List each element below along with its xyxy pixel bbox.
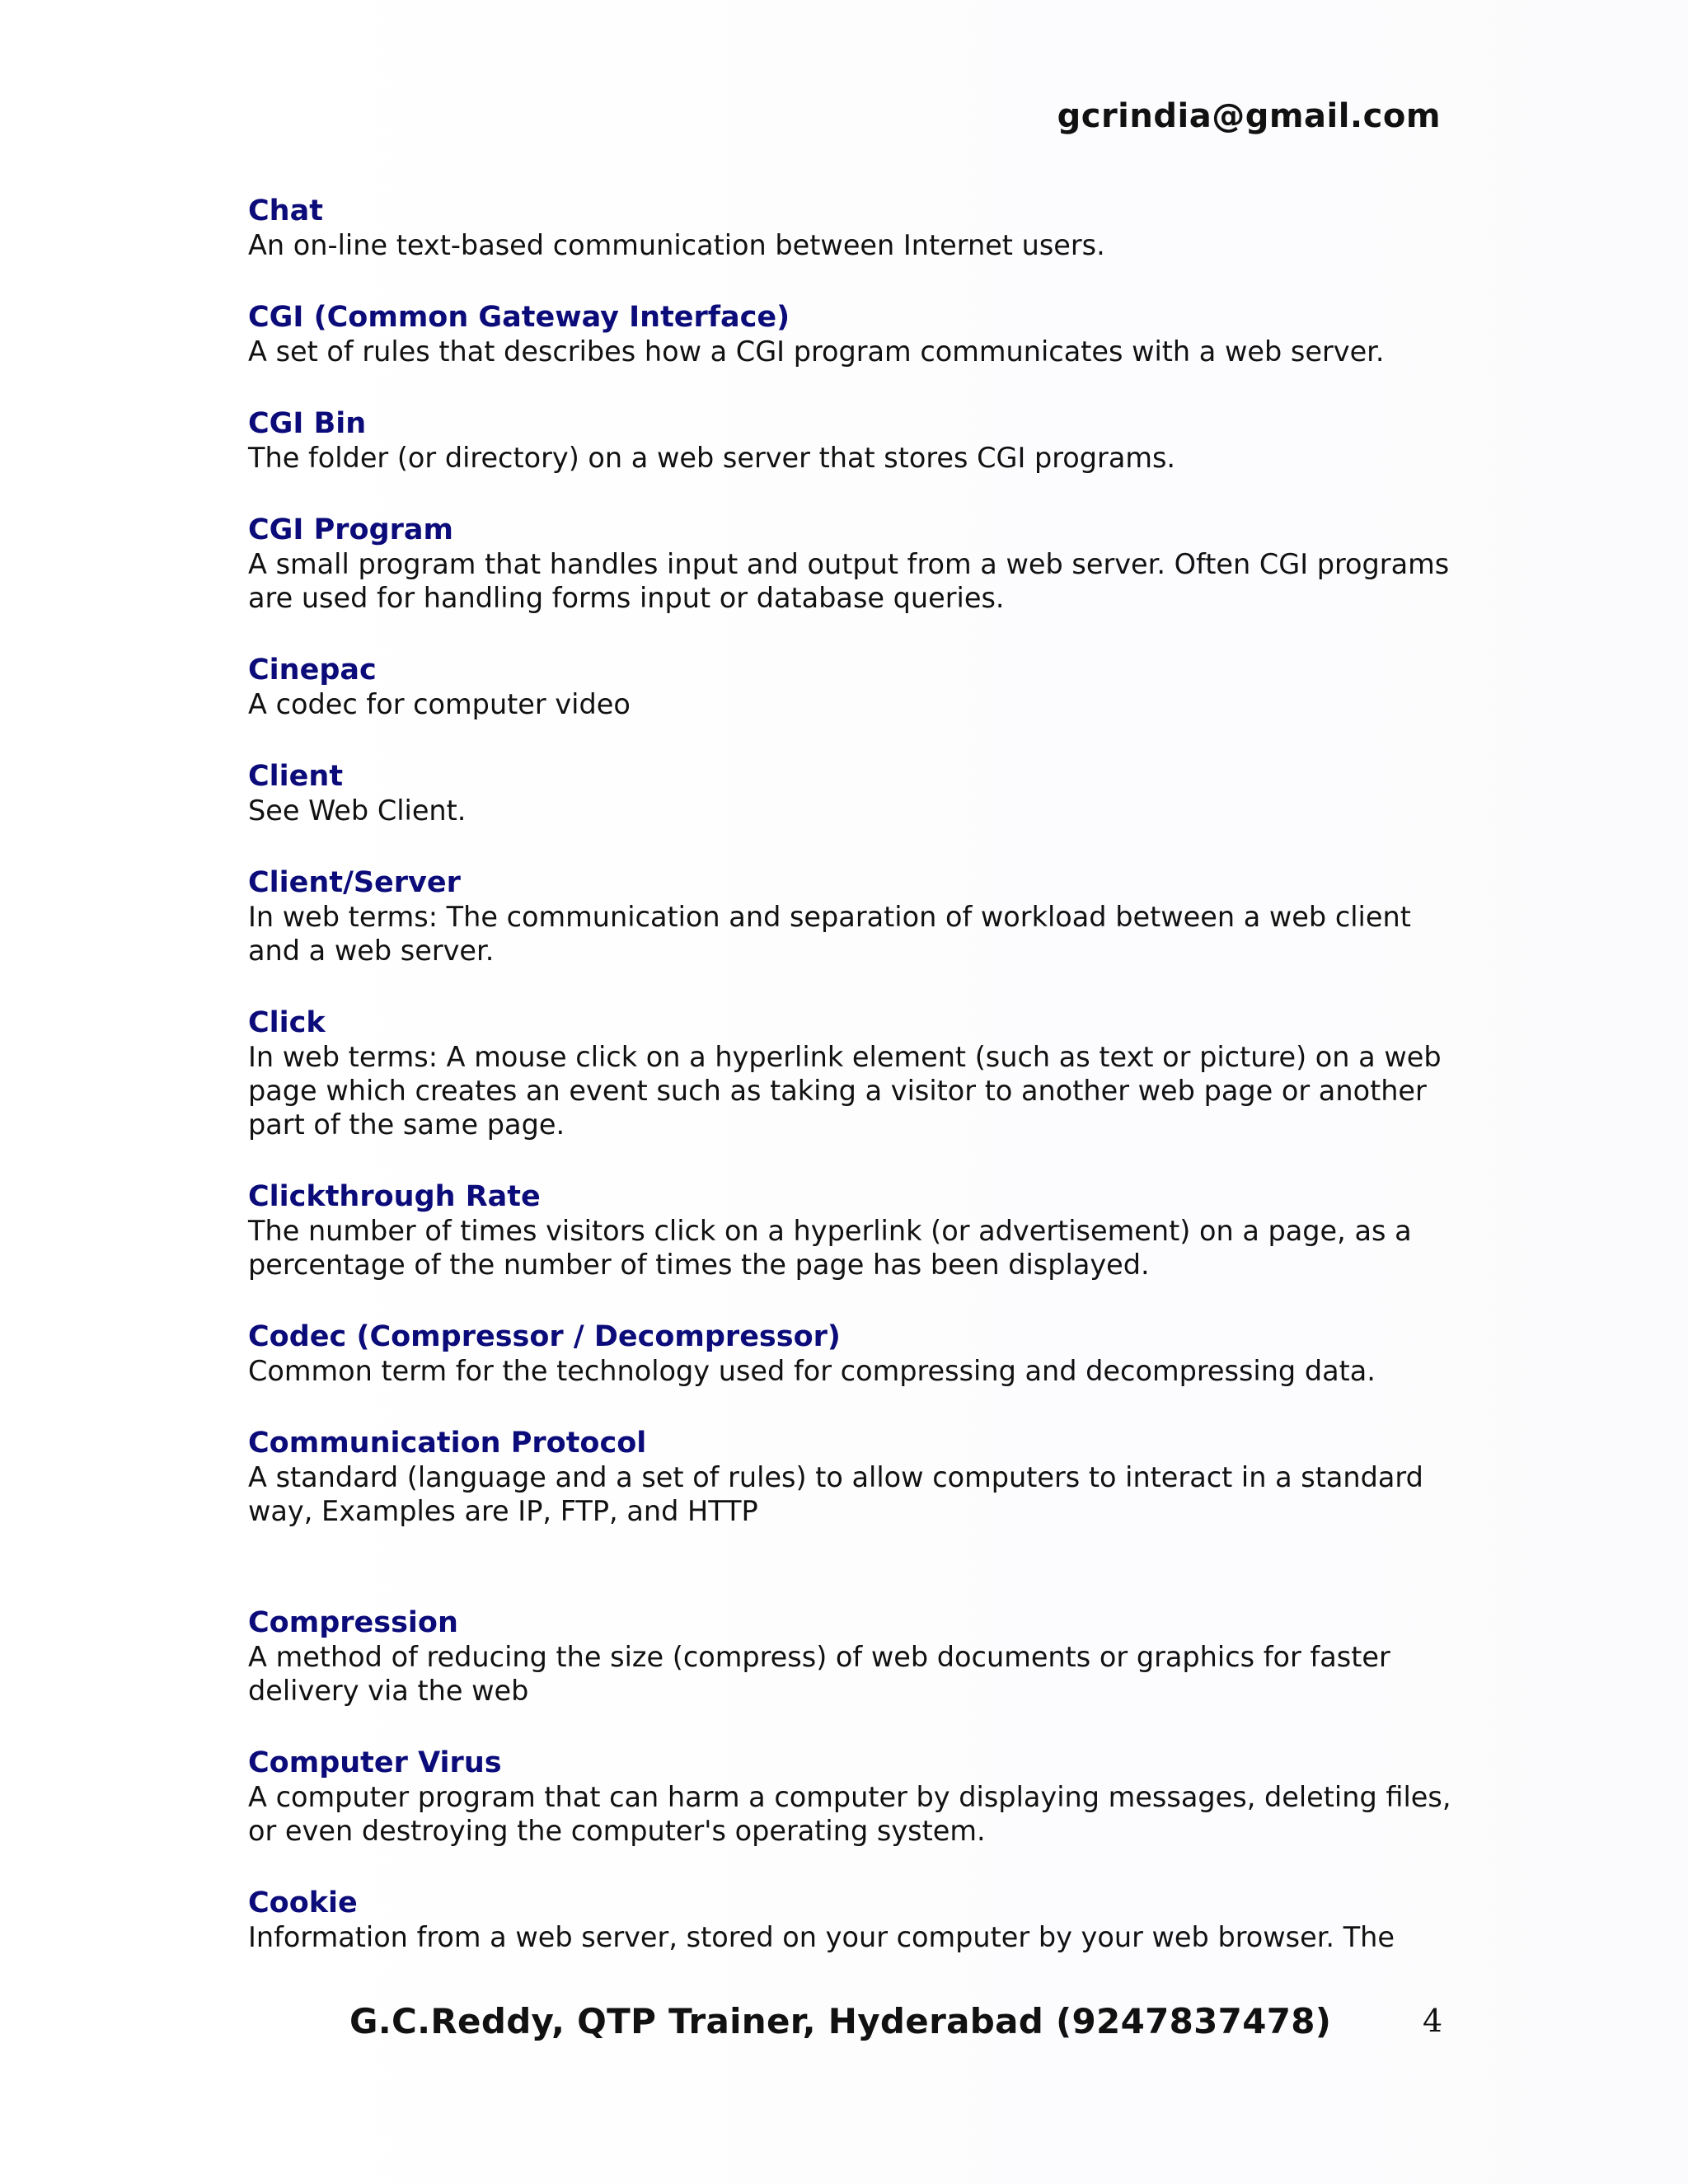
glossary-content: [248, 194, 1451, 1954]
footer-trainer-info: G.C.Reddy, QTP Trainer, Hyderabad (9247837478): [349, 2001, 1332, 2041]
glossary-term: CGI Bin: [248, 407, 367, 440]
glossary-definition: A computer program that can harm a computer by displaying messages, deleting files, or even destroying the computer's operating system.: [248, 1781, 1451, 1847]
glossary-entry: [248, 866, 1451, 968]
glossary-entry: [248, 654, 1451, 721]
glossary-definition: An on-line text-based communication between Internet users.: [248, 229, 1105, 261]
glossary-term: CGI (Common Gateway Interface): [248, 301, 790, 334]
glossary-term: Clickthrough Rate: [248, 1180, 541, 1213]
glossary-entry: [248, 194, 1451, 262]
glossary-entry: [248, 407, 1451, 475]
glossary-entry: [248, 1006, 1451, 1141]
glossary-entry: [248, 760, 1451, 827]
glossary-entry: [248, 1320, 1451, 1388]
glossary-entry: [248, 1427, 1451, 1528]
glossary-entry: [248, 1746, 1451, 1848]
page-number: 4: [1423, 2003, 1443, 2039]
glossary-definition: A set of rules that describes how a CGI program communicates with a web server.: [248, 335, 1385, 368]
glossary-definition: In web terms: The communication and separation of workload between a web client and a web server.: [248, 901, 1411, 967]
glossary-entry: [248, 1886, 1451, 1954]
glossary-entry: [248, 301, 1451, 368]
glossary-entry: [248, 513, 1451, 615]
glossary-term: Client/Server: [248, 866, 461, 899]
glossary-entry: [248, 1606, 1451, 1708]
glossary-term: Chat: [248, 194, 323, 227]
glossary-definition: A small program that handles input and output from a web server. Often CGI programs are used for handling forms input or database queries.: [248, 548, 1450, 614]
glossary-definition: A codec for computer video: [248, 688, 631, 720]
glossary-term: Cinepac: [248, 654, 377, 687]
glossary-definition: Information from a web server, stored on your computer by your web browser. The: [248, 1921, 1395, 1953]
glossary-term: Click: [248, 1006, 326, 1039]
glossary-term: Computer Virus: [248, 1746, 502, 1779]
glossary-definition: A standard (language and a set of rules) to allow computers to interact in a standard way, Examples are IP, FTP, and HTTP: [248, 1461, 1423, 1527]
glossary-term: CGI Program: [248, 513, 453, 546]
glossary-term: Compression: [248, 1606, 458, 1639]
glossary-term: Communication Protocol: [248, 1427, 647, 1460]
glossary-definition: In web terms: A mouse click on a hyperlink element (such as text or picture) on a web page which creates an event such as taking a visitor to another web page or another part of the same page.: [248, 1041, 1442, 1141]
glossary-term: Codec (Compressor / Decompressor): [248, 1320, 841, 1353]
glossary-definition: See Web Client.: [248, 794, 467, 827]
glossary-term: Cookie: [248, 1886, 358, 1919]
glossary-definition: The folder (or directory) on a web server that stores CGI programs.: [248, 442, 1176, 474]
glossary-definition: A method of reducing the size (compress) of web documents or graphics for faster delivery via the web: [248, 1641, 1390, 1707]
header-email: gcrindia@gmail.com: [1057, 97, 1441, 135]
glossary-term: Client: [248, 760, 344, 793]
glossary-definition: Common term for the technology used for compressing and decompressing data.: [248, 1355, 1376, 1387]
glossary-definition: The number of times visitors click on a hyperlink (or advertisement) on a page, as a percentage of the number of times the page has been displayed.: [248, 1215, 1412, 1281]
glossary-entry: [248, 1180, 1451, 1282]
